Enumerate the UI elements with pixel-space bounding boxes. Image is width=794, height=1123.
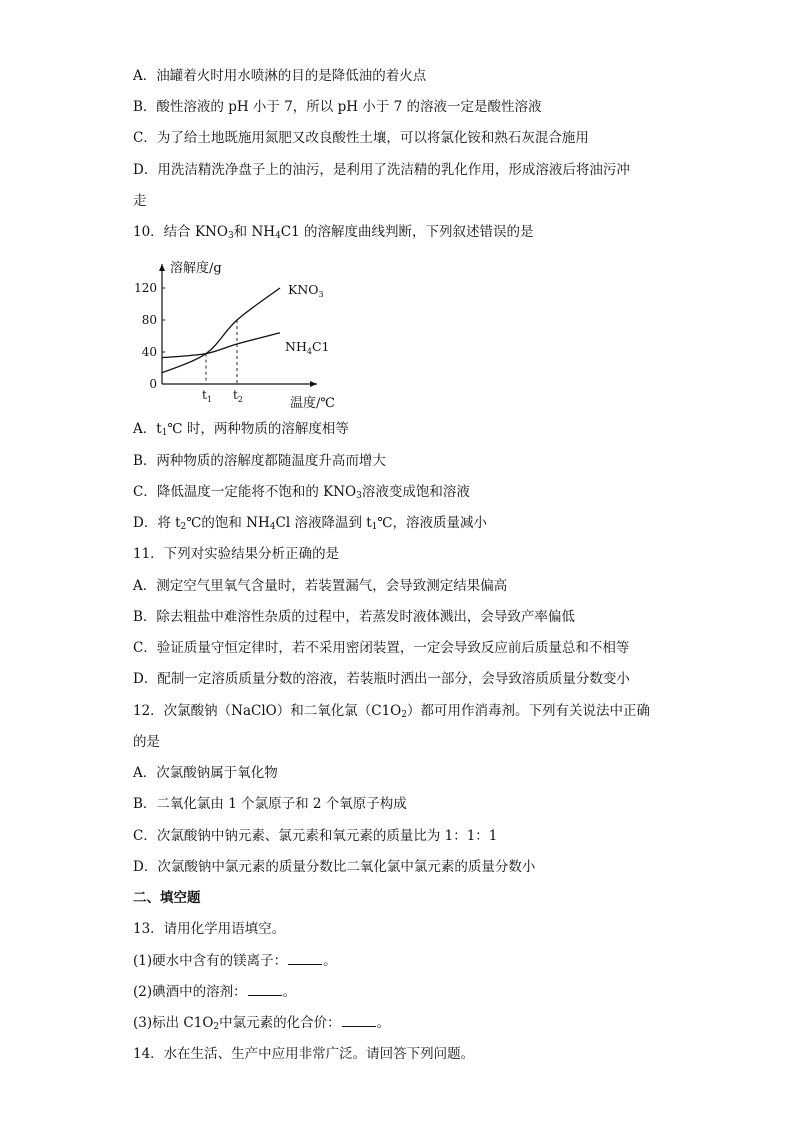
y-axis-arrow	[159, 264, 165, 271]
y-tick-label: 0	[149, 377, 157, 391]
q10-option-d: D．将 $t_2℃$的饱和 $NH_4Cl$ 溶液降温到 $t_1℃$，溶液质量减小	[133, 515, 487, 532]
q10-option-c: C．降低温度一定能将不饱和的 $KNO_3$溶液变成饱和溶液	[133, 484, 470, 501]
q13-part-1: (1)硬水中含有的镁离子： 。	[133, 953, 337, 969]
q10-option-b: B．两种物质的溶解度都随温度升高而增大	[133, 453, 386, 469]
q9-option-a: A．油罐着火时用水喷淋的目的是降低油的着火点	[133, 68, 427, 84]
q12-option-c: C．次氯酸钠中钠元素、氯元素和氧元素的质量比为 1：1：1	[133, 828, 498, 844]
q11-stem: 11．下列对实验结果分析正确的是	[133, 546, 340, 562]
nh4cl-series-label: $NH_4C1$	[285, 338, 330, 356]
answer-blank[interactable]	[288, 952, 322, 965]
y-tick-label: 80	[141, 313, 157, 327]
q9-option-c: C．为了给土地既施用氮肥又改良酸性土壤，可以将氯化铵和熟石灰混合施用	[133, 130, 589, 146]
x-tick-label: $t_1$	[202, 388, 212, 404]
q11-option-d: D．配制一定溶质质量分数的溶液，若装瓶时洒出一部分，会导致溶质质量分数变小	[133, 671, 630, 687]
q14-stem: 14．水在生活、生产中应用非常广泛。请回答下列问题。	[133, 1046, 475, 1062]
q11-option-a: A．测定空气里氧气含量时，若装置漏气，会导致测定结果偏高	[133, 578, 508, 594]
section-heading-fill-in: 二、填空题	[133, 890, 201, 906]
q9-option-d-continued: 走	[133, 193, 147, 209]
q13-stem: 13．请用化学用语填空。	[133, 921, 286, 937]
q11-option-c: C．验证质量守恒定律时，若不采用密闭装置，一定会导致反应前后质量总和不相等	[133, 640, 630, 656]
q12-option-b: B．二氧化氯由 1 个氯原子和 2 个氧原子构成	[133, 796, 407, 812]
solubility-chart	[134, 254, 338, 414]
answer-blank[interactable]	[342, 1014, 376, 1027]
q10-option-a: A．$t_1℃$ 时，两种物质的溶解度相等	[133, 421, 349, 438]
kno3-curve	[162, 288, 280, 373]
answer-blank[interactable]	[248, 983, 282, 996]
q9-option-d: D．用洗洁精洗净盘子上的油污，是利用了洗洁精的乳化作用，形成溶液后将油污冲	[133, 162, 630, 178]
q13-part-3: (3)标出 $C1O_2$中氯元素的化合价： 。	[133, 1015, 391, 1032]
x-tick-label: $t_2$	[233, 388, 243, 404]
y-tick-label: 120	[134, 281, 157, 295]
y-axis-label: 溶解度/g	[170, 261, 222, 276]
x-axis-label: 温度/℃	[290, 396, 335, 411]
q11-option-b: B．除去粗盐中难溶性杂质的过程中，若蒸发时液体溅出，会导致产率偏低	[133, 609, 575, 625]
nh4cl-curve	[162, 333, 280, 358]
q10-stem: 10．结合 $KNO_3$和 $NH_4C1$ 的溶解度曲线判断，下列叙述错误的是	[133, 224, 534, 241]
kno3-series-label: $KNO_3$	[288, 282, 324, 299]
q9-option-b: B．酸性溶液的 pH 小于 7，所以 pH 小于 7 的溶液一定是酸性溶液	[133, 99, 542, 115]
q13-part-2: (2)碘酒中的溶剂： 。	[133, 984, 297, 1000]
q12-option-a: A．次氯酸钠属于氧化物	[133, 765, 278, 781]
q12-stem-continued: 的是	[133, 734, 160, 750]
q12-stem: 12．次氯酸钠（NaClO）和二氧化氯$(C1O_2)$都可用作消毒剂。下列有关说法中正确	[133, 703, 650, 720]
y-tick-label: 40	[141, 345, 157, 359]
x-axis-arrow	[310, 381, 317, 387]
q12-option-d: D．次氯酸钠中氯元素的质量分数比二氧化氯中氯元素的质量分数小	[133, 859, 536, 875]
